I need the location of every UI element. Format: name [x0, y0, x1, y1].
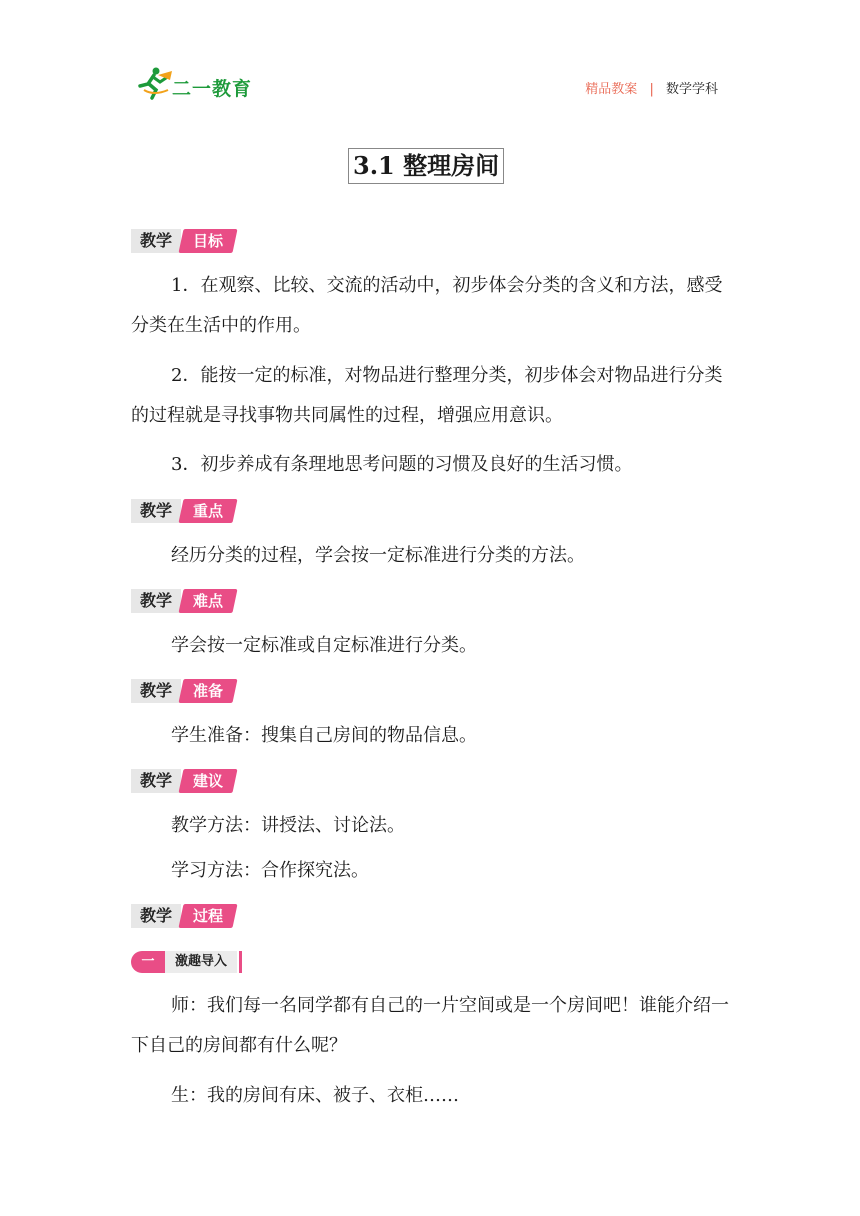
difficulty-text: 学会按一定标准或自定标准进行分类。: [171, 635, 477, 656]
badge-right-label: 重点: [178, 499, 237, 523]
goal-item-2: 2．能按一定的标准，对物品进行整理分类，初步体会对物品进行分类的过程就是寻找事物共同属性的过程，增强应用意识。: [131, 365, 723, 426]
key-text: 经历分类的过程，学会按一定标准进行分类的方法。: [171, 545, 585, 566]
goal-item-1: 1．在观察、比较、交流的活动中，初步体会分类的含义和方法，感受分类在生活中的作用。: [131, 275, 723, 336]
badge-left-label: 教学: [131, 769, 181, 793]
badge-left-label: 教学: [131, 679, 181, 703]
header-meta: [585, 78, 718, 97]
badge-left-label: 教学: [131, 499, 181, 523]
header-subject: 数学学科: [665, 82, 718, 97]
advice-text-2: 学习方法：合作探究法。: [171, 860, 369, 881]
dialogue-student: 生：我的房间有床、被子、衣柜……: [171, 1085, 459, 1106]
badge-left-label: 教学: [131, 589, 181, 613]
badge-right-label: 过程: [178, 904, 237, 928]
badge-right-label: 目标: [178, 229, 237, 253]
prep-text: 学生准备：搜集自己房间的物品信息。: [171, 725, 477, 746]
header-tag: 精品教案: [585, 82, 638, 97]
advice-text-1: 教学方法：讲授法、讨论法。: [171, 815, 405, 836]
runner-logo-icon: [136, 66, 176, 100]
badge-left-label: 教学: [131, 904, 181, 928]
badge-right-label: 建议: [178, 769, 237, 793]
step-label: 激趣导入: [165, 951, 237, 973]
header-separator: |: [649, 82, 654, 97]
page-title: 3.1 整理房间: [348, 148, 504, 184]
badge-left-label: 教学: [131, 229, 181, 253]
badge-right-label: 准备: [178, 679, 237, 703]
logo-text: 二一教育: [172, 78, 253, 100]
dialogue-teacher: 师：我们每一名同学都有自己的一片空间或是一个房间吧！谁能介绍一下自己的房间都有什么呢？: [131, 995, 729, 1056]
page-header: [0, 0, 860, 110]
step-number: 一: [131, 951, 165, 973]
goal-item-3: 3．初步养成有条理地思考问题的习惯及良好的生活习惯。: [171, 454, 633, 475]
badge-right-label: 难点: [178, 589, 237, 613]
step-accent-bar: [239, 951, 242, 973]
